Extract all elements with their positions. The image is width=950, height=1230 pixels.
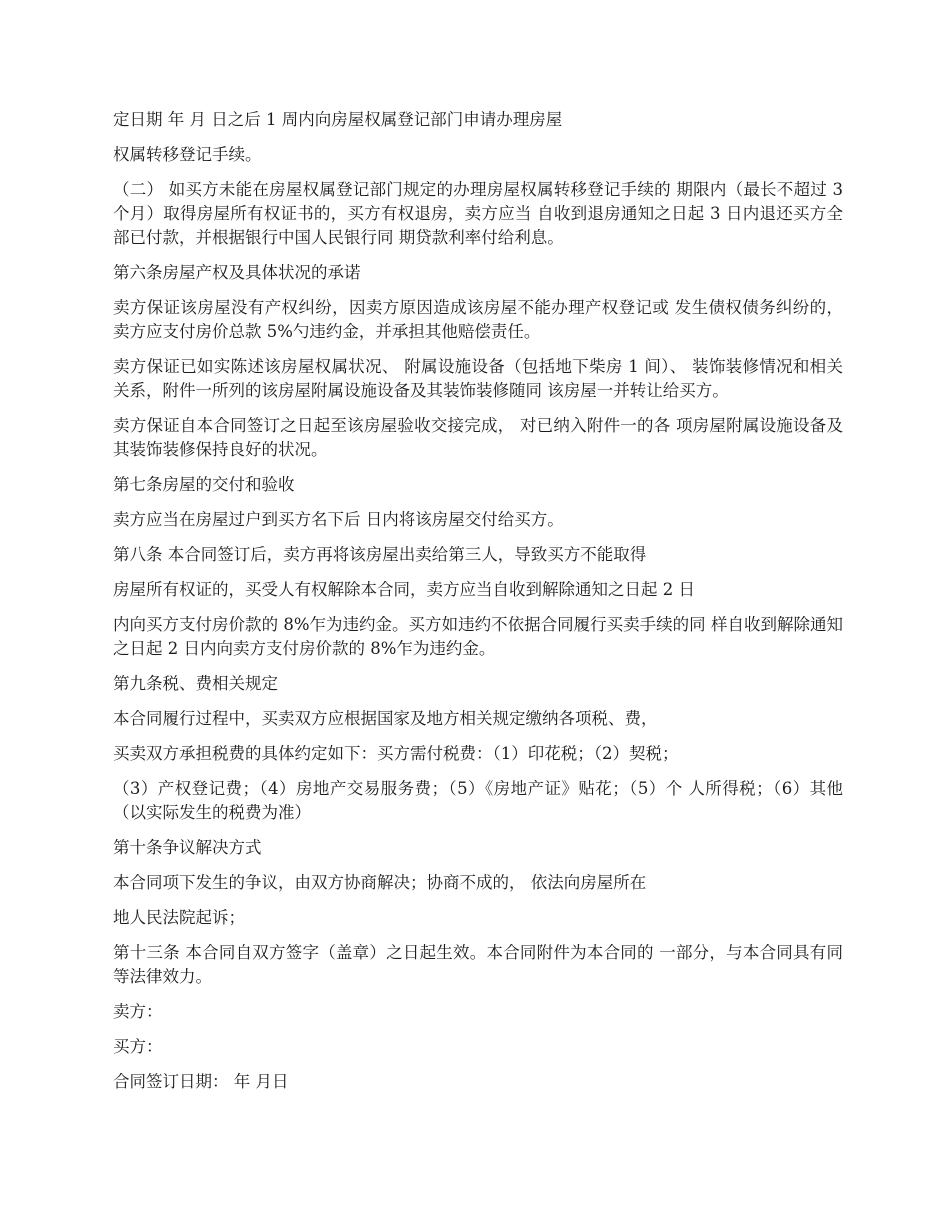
heading-article-6: 第六条房屋产权及具体状况的承诺 — [113, 263, 361, 282]
seller-signature-line: 卖方： — [113, 1002, 163, 1021]
heading-article-9: 第九条税、费相关规定 — [113, 674, 278, 693]
buyer-signature-line: 买方： — [113, 1037, 163, 1056]
paragraph-no-disputes-guarantee: 卖方保证该房屋没有产权纠纷，因卖方原因造成该房屋不能办理产权登记或 发生债权债务纠纷的，卖方应支付房价总款 5%勺违约金，并承担其他赔偿责任。 — [113, 298, 843, 341]
heading-article-8: 第八条 本合同签订后，卖方再将该房屋出卖给第三人，导致买方不能取得 — [113, 545, 647, 564]
paragraph-tax-list-2: （3）产权登记费；（4）房地产交易服务费；（5）《房地产证》贴花；（5）个 人所得税；（6）其他（以实际发生的税费为准） — [113, 779, 843, 822]
paragraph-delivery: 卖方应当在房屋过户到买方名下后 日内将该房屋交付给买方。 — [113, 510, 564, 529]
paragraph-refund-clause: （二） 如买方未能在房屋权属登记部门规定的办理房屋权属转移登记手续的 期限内（最长不超过 3 个月）取得房屋所有权证书的，买方有权退房，卖方应当 自收到退房通知之日起 3 日内退还买方全部已付款，并根据银行中国人民银行同 期贷款利率付给利息。 — [113, 180, 843, 247]
paragraph-penalty: 内向买方支付房价款的 8%乍为违约金。买方如违约不依据合同履行买卖手续的同 样自收到解除通知之日起 2 日内向卖方支付房价款的 8%乍为违约金。 — [113, 615, 843, 658]
paragraph-transfer-procedure: 权属转移登记手续。 — [113, 145, 262, 164]
paragraph-tax-obligation: 本合同履行过程中，买卖双方应根据国家及地方相关规定缴纳各项税、费， — [113, 709, 658, 728]
heading-article-13: 第十三条 本合同自双方签字（盖章）之日起生效。本合同附件为本合同的 一部分，与本合同具有同等法律效力。 — [113, 943, 843, 986]
paragraph-termination-right: 房屋所有权证的，买受人有权解除本合同，卖方应当自收到解除通知之日起 2 日 — [113, 580, 695, 599]
paragraph-tax-list-1: 买卖双方承担税费的具体约定如下：买方需付税费：（1）印花税；（2）契税； — [113, 744, 679, 763]
paragraph-court: 地人民法院起诉； — [113, 908, 245, 927]
document-page — [113, 108, 843, 1105]
paragraph-facilities-guarantee: 卖方保证已如实陈述该房屋权属状况、 附属设施设备（包括地下柴房 1 间）、 装饰装修情况和相关关系，附件一所列的该房屋附属设施设备及其装饰装修随同 该房屋一并转让给买方。 — [113, 357, 843, 400]
heading-article-10: 第十条争议解决方式 — [113, 838, 262, 857]
paragraph-condition-guarantee: 卖方保证自本合同签订之日起至该房屋验收交接完成， 对已纳入附件一的各 项房屋附属设施设备及其装饰装修保持良好的状况。 — [113, 416, 843, 459]
paragraph-registration-deadline: 定日期 年 月 日之后 1 周内向房屋权属登记部门申请办理房屋 — [113, 110, 563, 129]
signing-date-line: 合同签订日期： 年 月日 — [113, 1072, 289, 1091]
paragraph-dispute-resolution: 本合同项下发生的争议，由双方协商解决；协商不成的， 依法向房屋所在 — [113, 873, 647, 892]
heading-article-7: 第七条房屋的交付和验收 — [113, 475, 295, 494]
